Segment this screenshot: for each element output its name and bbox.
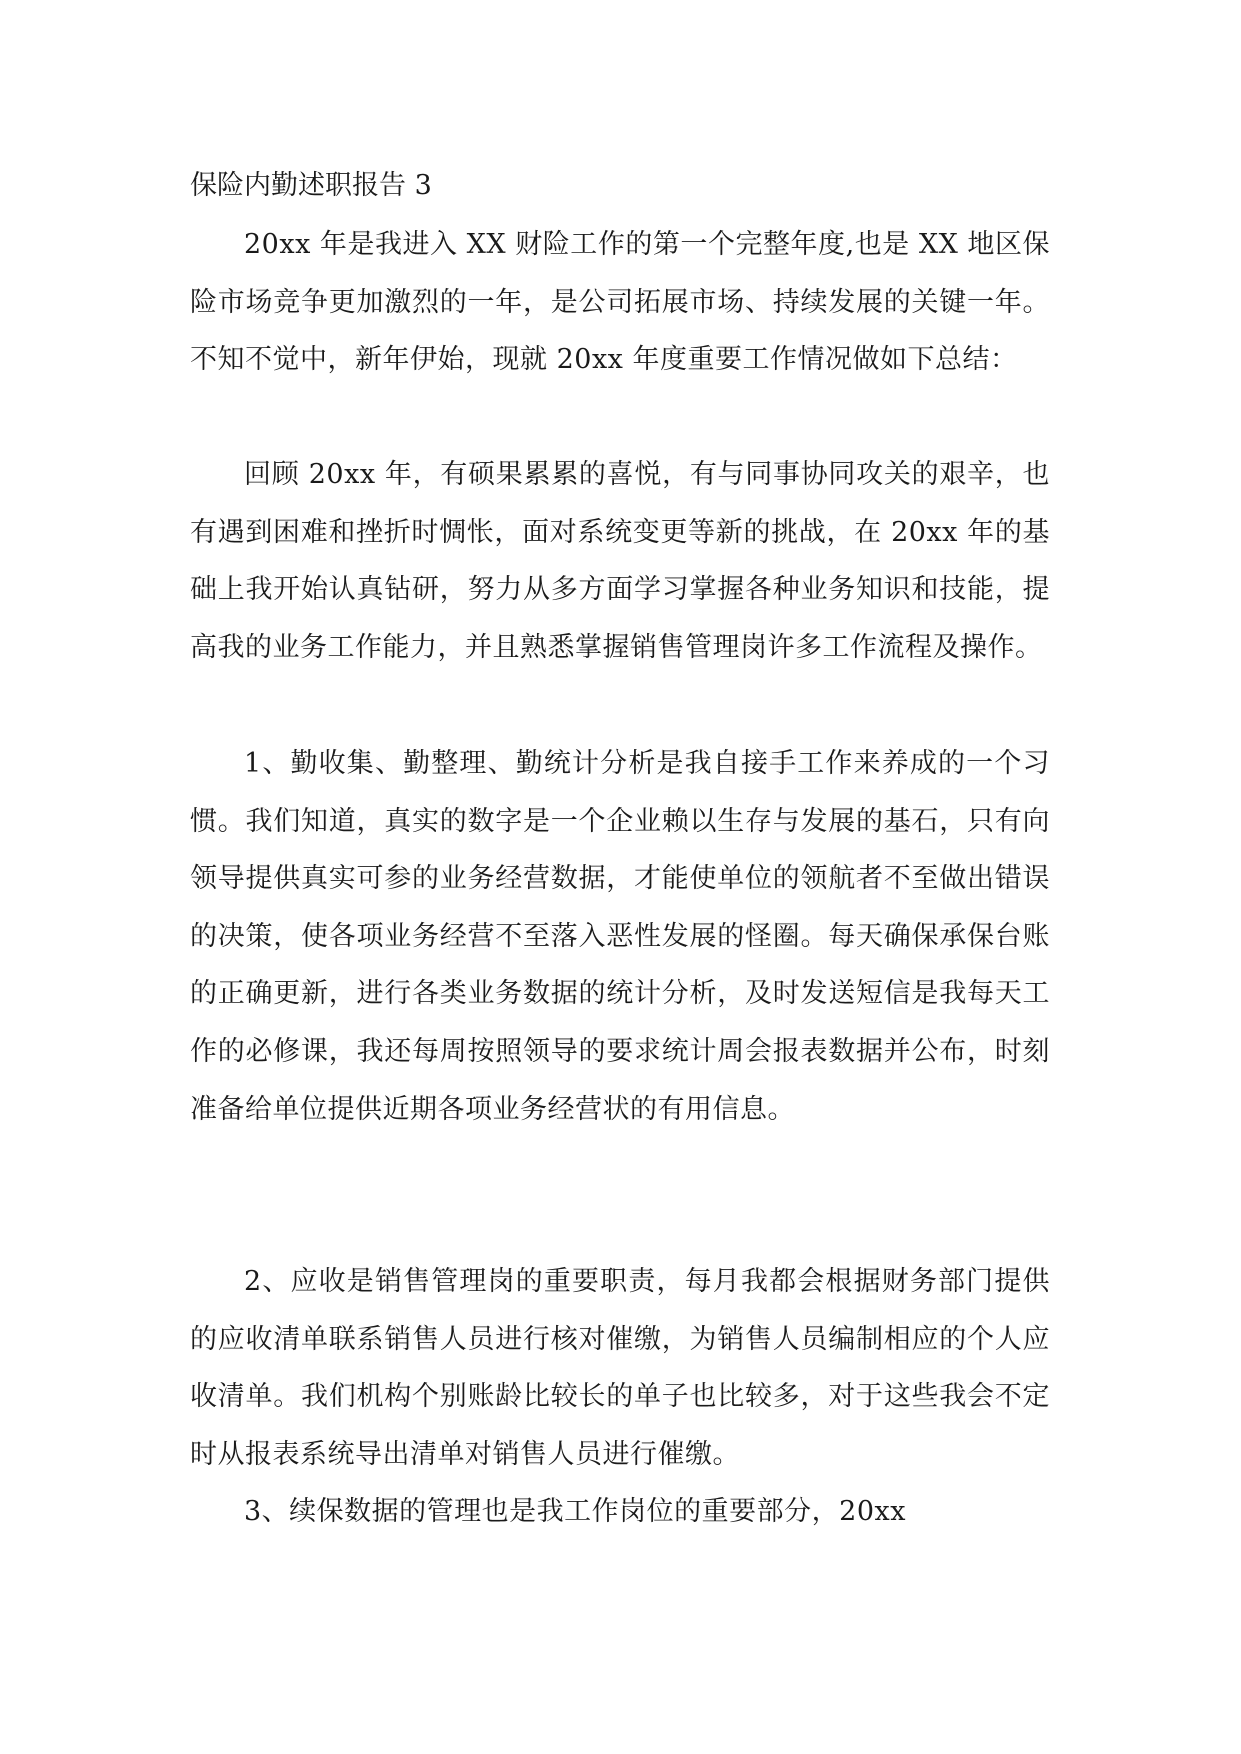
paragraph-intro: 20xx 年是我进入 XX 财险工作的第一个完整年度,也是 XX 地区保险市场竞争更加激烈的一年，是公司拓展市场、持续发展的关键一年。不知不觉中，新年伊始，现就 20xx 年度重要工作情况做如下总结： [190, 229, 1050, 376]
paragraph-item-2: 2、应收是销售管理岗的重要职责，每月我都会根据财务部门提供的应收清单联系销售人员进行核对催缴，为销售人员编制相应的个人应收清单。我们机构个别账龄比较长的单子也比较多，对于这些我会不定时从报表系统导出清单对销售人员进行催缴。 [190, 1266, 1050, 1470]
paragraph-review: 回顾 20xx 年，有硕果累累的喜悦，有与同事协同攻关的艰辛，也有遇到困难和挫折时惆怅，面对系统变更等新的挑战，在 20xx 年的基础上我开始认真钻研，努力从多方面学习掌握各种业务知识和技能，提高我的业务工作能力，并且熟悉掌握销售管理岗许多工作流程及操作。 [190, 459, 1050, 663]
document-title: 保险内勤述职报告 3 [190, 170, 432, 201]
paragraph-item-3: 3、续保数据的管理也是我工作岗位的重要部分，20xx [244, 1496, 906, 1527]
paragraph-item-1: 1、勤收集、勤整理、勤统计分析是我自接手工作来养成的一个习惯。我们知道，真实的数字是一个企业赖以生存与发展的基石，只有向领导提供真实可参的业务经营数据，才能使单位的领航者不至做出错误的决策，使各项业务经营不至落入恶性发展的怪圈。每天确保承保台账的正确更新，进行各类业务数据的统计分析，及时发送短信是我每天工作的必修课，我还每周按照领导的要求统计周会报表数据并公布，时刻准备给单位提供近期各项业务经营状的有用信息。 [190, 748, 1050, 1125]
